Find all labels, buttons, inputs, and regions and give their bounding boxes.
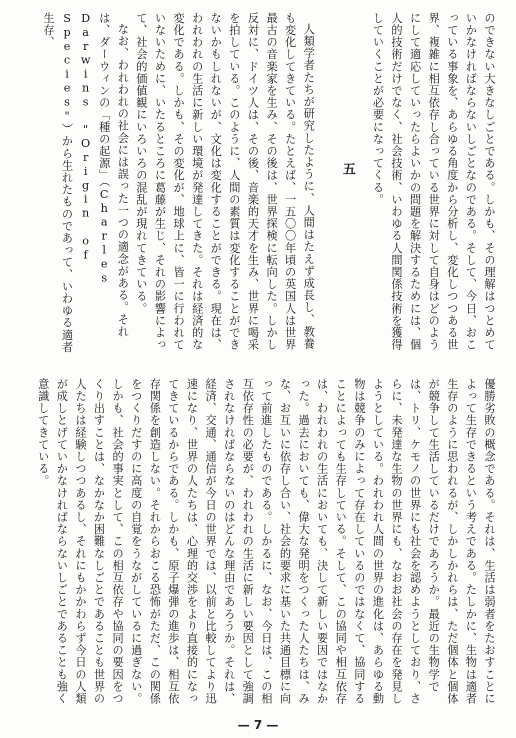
page-number: — 7 — (237, 718, 279, 732)
upper-text-block (6, 12, 498, 357)
upper-paragraph-1: のできない大きなしごとである。しかも、その理解はつとめていかなければならないしごとなのである。そして、今日、おこっている事象を、あらゆる角度から分析し、変化しつつある世界、複雑に相互依存し合っている世界に対して自身はどのようにして適応していったらよいかの問題を解決するためには、個人的技術だけでなく、社会技術、いわゆる人間関係技術を獲得していくことが必要になってくる。 (371, 12, 496, 351)
lower-text-block (6, 378, 498, 714)
section-heading: 五 (339, 162, 355, 176)
lower-paragraph-1: 優勝劣敗の概念である。それは、生活は弱者をたおすことによって生存できるという考えである。たしかに、生物は適者生存のように思われるが、しかしかれらは、ただ個体と個体が競争して生活しているだけであろうか。最近の生物学では、トリ、ケモノの世界にも社会を認めようとしており、さらに、未発達な生物の世界にも、なおお社会の存在を発見しようとしている。われわれ人間の世界の進化は、あらゆる動物は競争のみによって存在しているのではなくて、協同することによっても生存している。そして、この協同や相互依存は、われわれの生活においても、決して新しい要因ではなかった。過去においても、偉大な発明をつくった人たちは、みな、お互いに依存し合い、社会的要求に基いた共通目標に向って前進したものである。しかるに、なお、今日は、この相互依存性の必要が、われわれの生活に新しい要因として強調されなければならないのはどんな理由であろうか。それは、経済、交通、通信が今日の世界では、以前と比較してより迅速になり、世界の人たちは、心理的交渉をより直接的になってきているからである。しかも、原子爆弾の進歩は、相互依存関係を創造しない。それからおこる恐怖がただ、この関係をつくりだすのに高度の自覚をうながしているに過ぎない。しかも、社会的事実として、この相互依存や協同の要因をつくり出すことは、なかなか困難なしごとであることも世界の人たちは経験しつつあるし、それにもかかわらず今日の人類が成しとげていかなければならないしごとであることも強く意識してきている。 (36, 378, 496, 705)
upper-paragraph-2: 人類学者たちが研究したように、人間はたえず成長し、教養も変化してきている。たとえば、一五〇〇年頃の英国人は世界最古の音楽家を生み、その後は、世界探検に転向した。しかし反対に、ドイツ人は、その後、音楽的天才を生み、世界に喝采を拍している。このように、人間の素質は変化することができないかもしれないが、文化は変化することができる。現在は、われわれの生活に新しい環境が発達してきた。それは経済的な変化である。しかも、その変化が、地球上に、皆一に行われていないために、いたるところに葛藤が生じ、それの影響によって、社会的価値観にいろいろの混乱が現れてきている。 (134, 12, 316, 351)
upper-paragraph-3: なお、われわれの社会には誤った一つの適念がある。それは、ダーウィンの「種の起源」（Charles Darwins "Origin of Species"）から生れたものであって、いわゆる適者生存、 (41, 12, 130, 354)
